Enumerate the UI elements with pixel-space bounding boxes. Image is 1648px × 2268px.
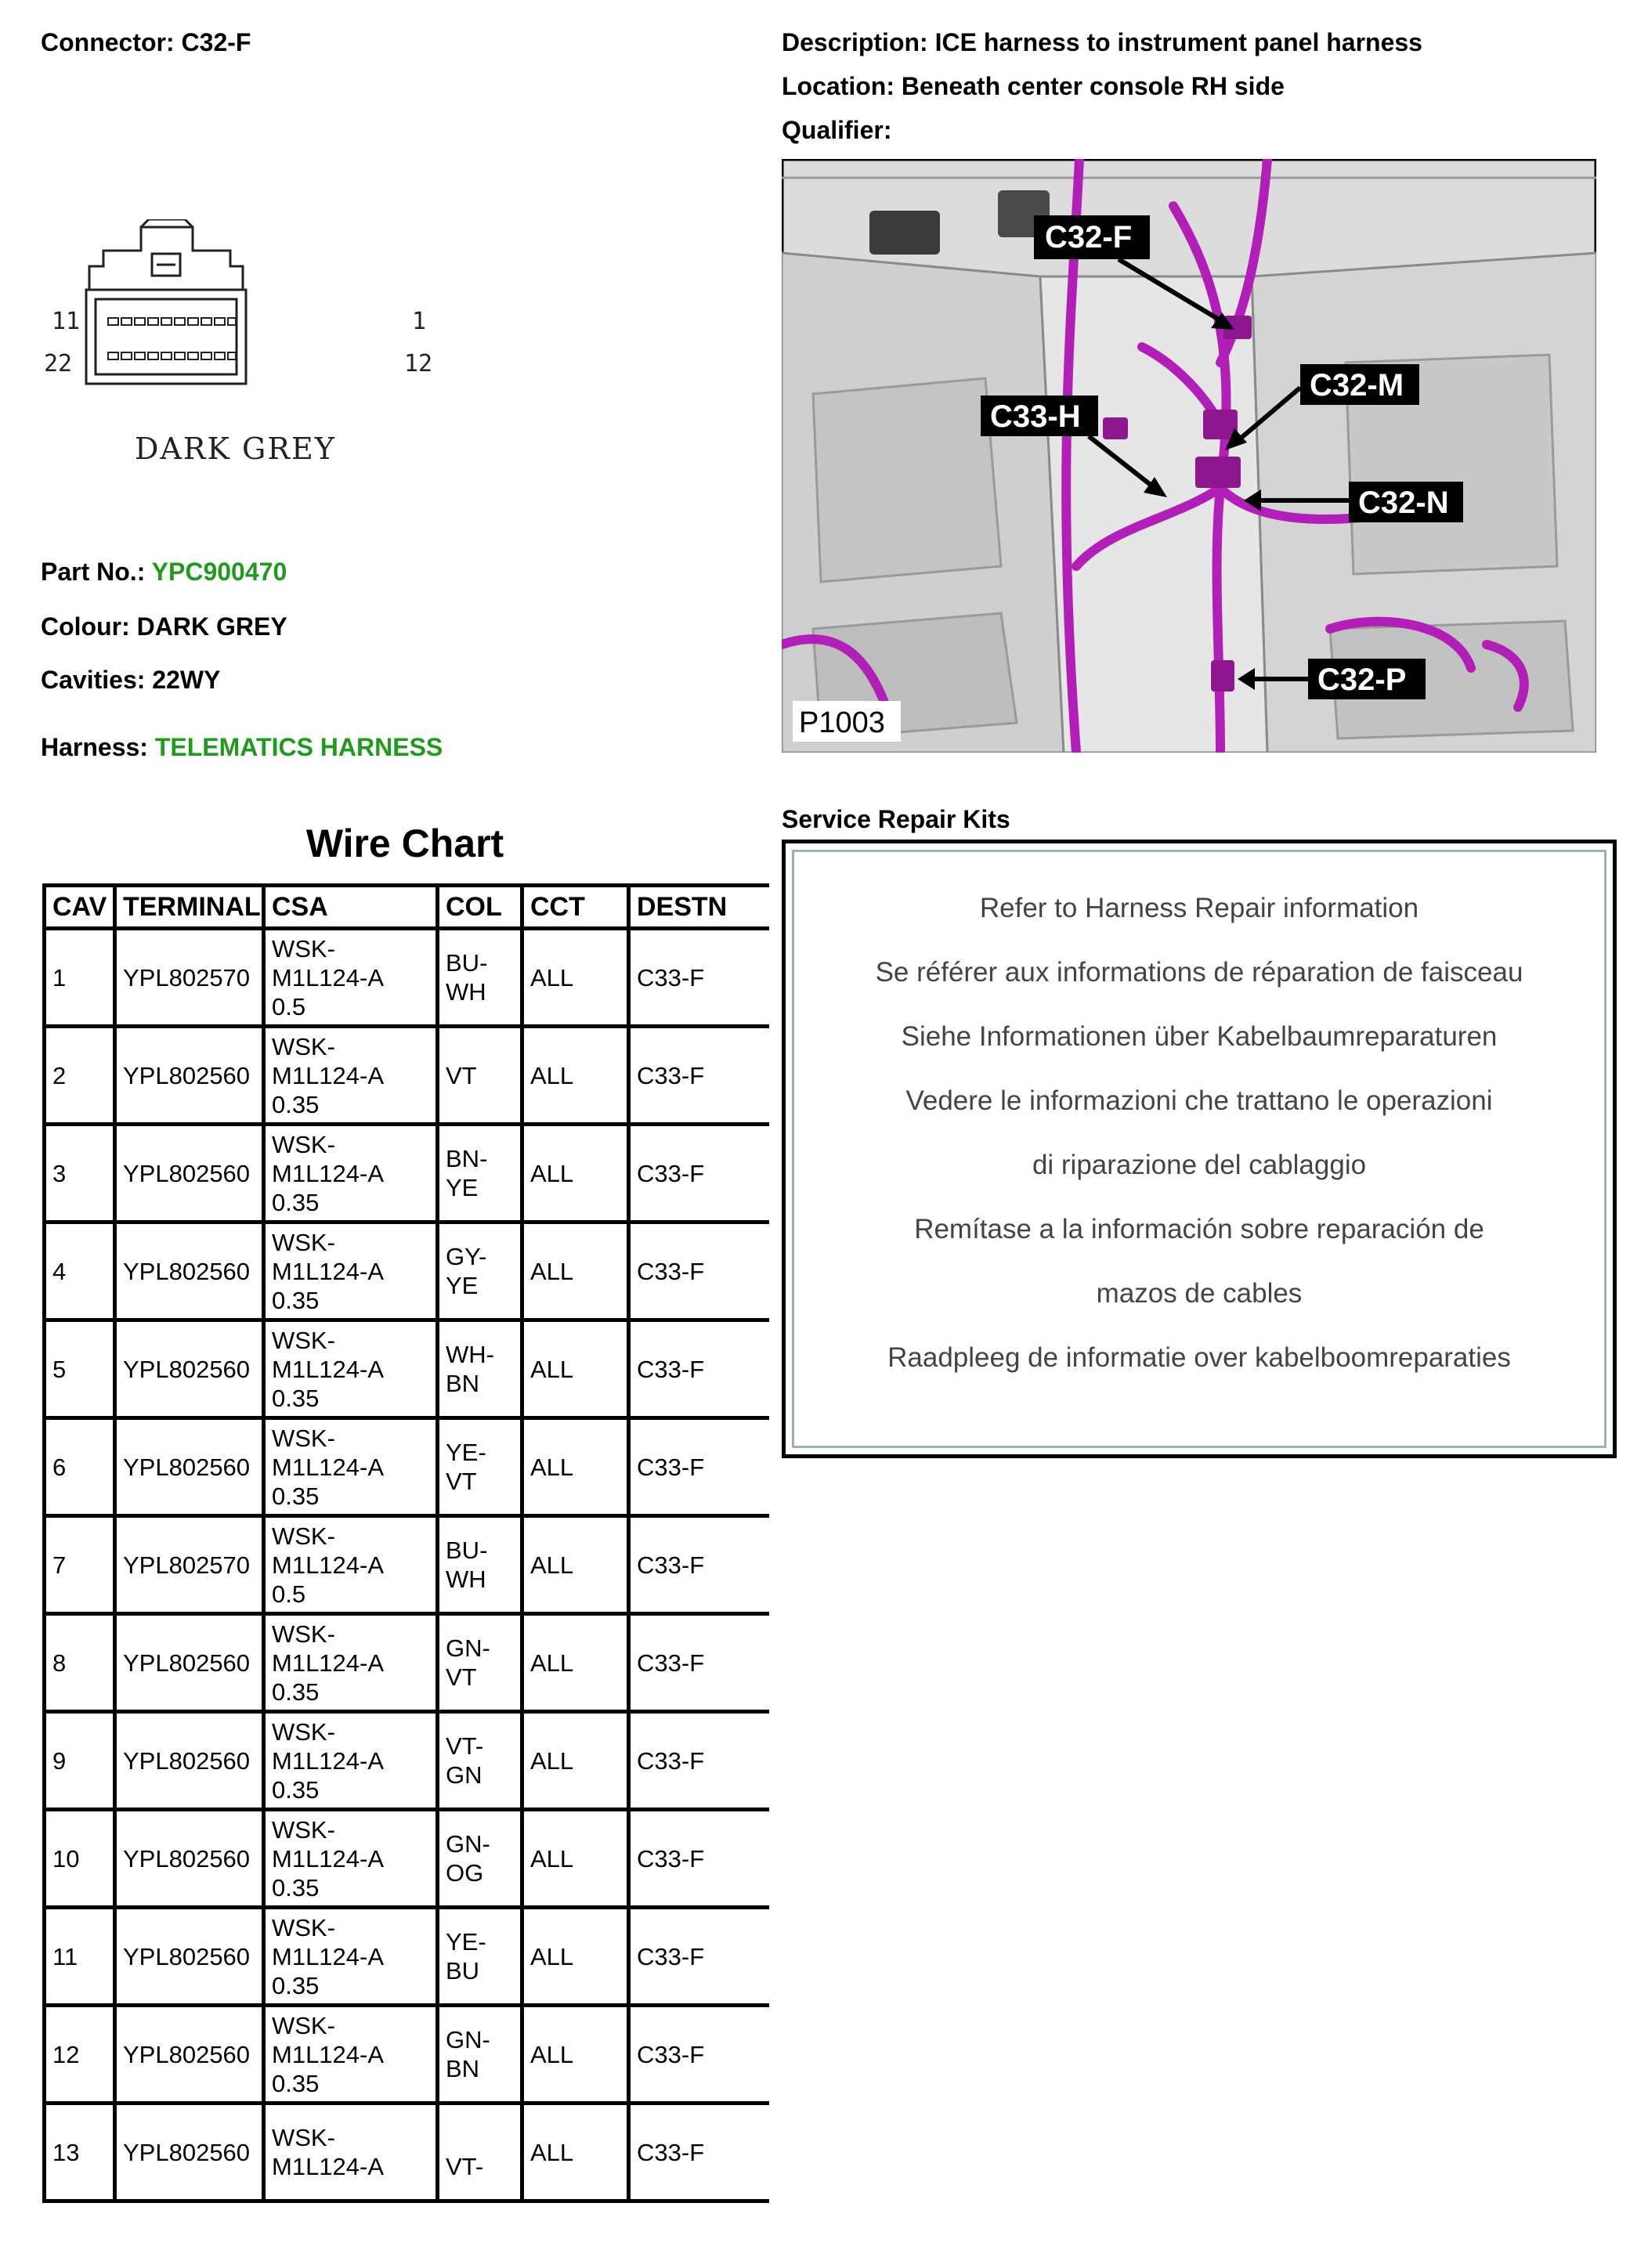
col-cell-line: YE- xyxy=(446,1928,486,1956)
terminal-cell: YPL802560 xyxy=(115,2006,264,2104)
col-cell-line: VT xyxy=(446,1663,477,1691)
col-cell-line: YE xyxy=(446,1174,479,1201)
col-cell-line: VT- xyxy=(446,1732,484,1760)
col-cell-line: YE xyxy=(446,1272,479,1299)
csa-cell-line: M1L124-A xyxy=(272,1159,385,1187)
csa-cell xyxy=(264,1027,438,1125)
csa-cell-line: WSK- xyxy=(272,2011,335,2039)
col-cell-line: GN- xyxy=(446,1634,490,1662)
col-cell xyxy=(438,1516,522,1614)
csa-cell-line: WSK- xyxy=(272,1130,335,1158)
table-row xyxy=(45,2006,770,2104)
image-reference: P1003 xyxy=(799,706,885,739)
harness-label: Harness: xyxy=(41,733,148,761)
table-row xyxy=(45,929,770,1027)
cav-cell: 2 xyxy=(45,1027,115,1125)
header-col: COL xyxy=(438,886,522,929)
cavities-value: 22WY xyxy=(152,666,221,694)
csa-cell xyxy=(264,1222,438,1320)
terminal-cell: YPL802570 xyxy=(115,929,264,1027)
csa-cell-line: WSK- xyxy=(272,2124,335,2151)
table-row xyxy=(45,1614,770,1712)
csa-cell-line: WSK- xyxy=(272,1620,335,1648)
kit-line-1: Refer to Harness Repair information xyxy=(979,893,1419,923)
terminal-cell: YPL802560 xyxy=(115,1125,264,1222)
cavities-line xyxy=(41,666,220,695)
cct-cell: ALL xyxy=(522,1222,629,1320)
kit-line-2: Se référer aux informations de réparation de faisceau xyxy=(875,957,1523,988)
csa-cell xyxy=(264,1418,438,1516)
col-cell-line: YE- xyxy=(446,1439,486,1466)
terminal-cell: YPL802560 xyxy=(115,1908,264,2006)
header-destn: DESTN xyxy=(629,886,770,929)
csa-cell xyxy=(264,929,438,1027)
cct-cell: ALL xyxy=(522,1516,629,1614)
col-cell xyxy=(438,1418,522,1516)
col-cell-line: GN- xyxy=(446,2026,490,2053)
description-line xyxy=(782,28,1422,57)
csa-cell xyxy=(264,1810,438,1908)
callout-c32-m: C32-M xyxy=(1310,368,1404,403)
location-label: Location: xyxy=(782,72,894,100)
csa-cell-line: M1L124-A xyxy=(272,1746,385,1775)
csa-cell-line: M1L124-A xyxy=(272,2040,385,2068)
csa-cell xyxy=(264,1908,438,2006)
part-no-link[interactable]: YPC900470 xyxy=(151,558,287,586)
col-cell-line: VT xyxy=(446,1061,477,1089)
csa-cell-line: 0.35 xyxy=(272,1678,320,1706)
table-row xyxy=(45,1125,770,1222)
col-cell-line xyxy=(446,2123,515,2152)
terminal-cell: YPL802560 xyxy=(115,1614,264,1712)
destn-cell: C33-F xyxy=(629,1516,770,1614)
part-no-label: Part No.: xyxy=(41,558,146,586)
col-cell-line: OG xyxy=(446,1859,484,1887)
destn-cell: C33-F xyxy=(629,1027,770,1125)
table-row xyxy=(45,1516,770,1614)
cav-cell: 10 xyxy=(45,1810,115,1908)
cav-cell: 9 xyxy=(45,1712,115,1810)
wire-chart-header-row xyxy=(45,886,770,929)
csa-cell-line: 0.35 xyxy=(272,1873,320,1901)
csa-cell-line: 0.35 xyxy=(272,2069,320,2097)
pin-label-22: 22 xyxy=(44,350,73,377)
col-cell-line: BN xyxy=(446,1370,480,1397)
csa-cell xyxy=(264,2104,438,2201)
csa-cell-line: WSK- xyxy=(272,1032,335,1060)
terminal-cell: YPL802560 xyxy=(115,1712,264,1810)
csa-cell-line: 0.35 xyxy=(272,1482,320,1510)
cct-cell: ALL xyxy=(522,1712,629,1810)
csa-cell-line: WSK- xyxy=(272,1522,335,1550)
csa-cell-line: M1L124-A xyxy=(272,1942,385,1970)
csa-cell-line: WSK- xyxy=(272,1815,335,1844)
header-cct: CCT xyxy=(522,886,629,929)
connector-value: C32-F xyxy=(181,28,251,56)
csa-cell-line: 0.5 xyxy=(272,1580,306,1608)
service-repair-kits-inner xyxy=(792,850,1606,1448)
terminal-cell: YPL802560 xyxy=(115,2104,264,2201)
service-repair-kits-box xyxy=(782,840,1617,1458)
cav-cell: 4 xyxy=(45,1222,115,1320)
pin-label-11: 11 xyxy=(52,308,81,335)
description-value: ICE harness to instrument panel harness xyxy=(934,28,1422,56)
cav-cell: 12 xyxy=(45,2006,115,2104)
csa-cell-line: WSK- xyxy=(272,1326,335,1354)
terminal-cell: YPL802570 xyxy=(115,1516,264,1614)
callout-c33-h: C33-H xyxy=(990,399,1081,434)
destn-cell: C33-F xyxy=(629,929,770,1027)
header-csa: CSA xyxy=(264,886,438,929)
cavities-label: Cavities: xyxy=(41,666,146,694)
destn-cell: C33-F xyxy=(629,1908,770,2006)
wire-chart-table-wrap xyxy=(42,883,769,2268)
terminal-cell: YPL802560 xyxy=(115,1222,264,1320)
wire-chart-body xyxy=(45,929,770,2201)
csa-cell xyxy=(264,1516,438,1614)
cct-cell: ALL xyxy=(522,2104,629,2201)
csa-cell-line: 0.35 xyxy=(272,1090,320,1118)
callout-c32-p: C32-P xyxy=(1317,663,1407,697)
col-cell xyxy=(438,1614,522,1712)
csa-cell-line: 0.5 xyxy=(272,992,306,1020)
destn-cell: C33-F xyxy=(629,2104,770,2201)
callout-c32-f: C32-F xyxy=(1045,220,1133,255)
colour-value: DARK GREY xyxy=(136,612,287,641)
cav-cell: 3 xyxy=(45,1125,115,1222)
csa-cell xyxy=(264,2006,438,2104)
csa-cell xyxy=(264,1320,438,1418)
csa-cell-line: WSK- xyxy=(272,1913,335,1941)
col-cell-line: GN xyxy=(446,1761,482,1789)
csa-cell-line: M1L124-A xyxy=(272,1061,385,1089)
destn-cell: C33-F xyxy=(629,1320,770,1418)
wire-chart-table xyxy=(42,883,769,2203)
destn-cell: C33-F xyxy=(629,1810,770,1908)
location-value: Beneath center console RH side xyxy=(901,72,1285,100)
drawing-colour-text: DARK GREY xyxy=(135,432,336,466)
col-cell-line: BU- xyxy=(446,949,488,977)
location-line xyxy=(782,72,1285,101)
connector-label: Connector: xyxy=(41,28,175,56)
connector-heading xyxy=(41,28,251,57)
kit-line-8: Raadpleeg de informatie over kabelboomreparaties xyxy=(887,1342,1511,1373)
col-cell-line: WH xyxy=(446,978,486,1006)
cav-cell: 6 xyxy=(45,1418,115,1516)
kit-line-4: Vedere le informazioni che trattano le operazioni xyxy=(905,1085,1493,1116)
csa-cell-line: WSK- xyxy=(272,1717,335,1746)
kit-line-6: Remítase a la información sobre reparación de xyxy=(914,1214,1484,1244)
col-cell-line: GY- xyxy=(446,1243,487,1270)
table-row xyxy=(45,1320,770,1418)
col-cell-line: BN- xyxy=(446,1145,488,1172)
cct-cell: ALL xyxy=(522,1810,629,1908)
col-cell xyxy=(438,1222,522,1320)
destn-cell: C33-F xyxy=(629,1125,770,1222)
colour-line xyxy=(41,612,287,641)
col-cell xyxy=(438,929,522,1027)
csa-cell-line: WSK- xyxy=(272,1228,335,1256)
col-cell xyxy=(438,2104,522,2201)
col-cell xyxy=(438,2006,522,2104)
part-no-line xyxy=(41,558,287,587)
csa-cell-line: M1L124-A xyxy=(272,1649,385,1677)
service-repair-kits-title: Service Repair Kits xyxy=(782,805,1010,833)
table-row xyxy=(45,1810,770,1908)
destn-cell: C33-F xyxy=(629,1222,770,1320)
cct-cell: ALL xyxy=(522,1320,629,1418)
harness-line xyxy=(41,733,443,762)
col-cell-line: BU xyxy=(446,1957,480,1984)
destn-cell: C33-F xyxy=(629,1712,770,1810)
cct-cell: ALL xyxy=(522,1027,629,1125)
cct-cell: ALL xyxy=(522,929,629,1027)
col-cell-line: WH xyxy=(446,1566,486,1593)
csa-cell-line: M1L124-A xyxy=(272,1844,385,1873)
header-terminal: TERMINAL xyxy=(115,886,264,929)
csa-cell-line: WSK- xyxy=(272,1424,335,1452)
csa-cell-line: M1L124-A xyxy=(272,963,385,991)
col-cell-line: BU- xyxy=(446,1537,488,1564)
cct-cell: ALL xyxy=(522,1418,629,1516)
table-row xyxy=(45,1712,770,1810)
col-cell xyxy=(438,1027,522,1125)
kit-line-3: Siehe Informationen über Kabelbaumreparaturen xyxy=(901,1021,1498,1052)
csa-cell xyxy=(264,1614,438,1712)
cav-cell: 5 xyxy=(45,1320,115,1418)
table-row xyxy=(45,2104,770,2201)
cct-cell: ALL xyxy=(522,1614,629,1712)
csa-cell-line: WSK- xyxy=(272,934,335,962)
csa-cell xyxy=(264,1125,438,1222)
cct-cell: ALL xyxy=(522,2006,629,2104)
qualifier-label: Qualifier: xyxy=(782,116,892,144)
col-cell-line: WH- xyxy=(446,1341,494,1368)
pin-label-1: 1 xyxy=(412,308,427,335)
pin-label-12: 12 xyxy=(404,350,433,377)
cct-cell: ALL xyxy=(522,1908,629,2006)
cav-cell: 13 xyxy=(45,2104,115,2201)
table-row xyxy=(45,1418,770,1516)
csa-cell xyxy=(264,1712,438,1810)
cav-cell: 7 xyxy=(45,1516,115,1614)
cct-cell: ALL xyxy=(522,1125,629,1222)
csa-cell-line: M1L124-A xyxy=(272,1355,385,1383)
col-cell xyxy=(438,1908,522,2006)
qualifier-line xyxy=(782,116,891,145)
col-cell-line: VT xyxy=(446,1468,477,1495)
cav-cell: 8 xyxy=(45,1614,115,1712)
connector-location-image xyxy=(782,159,1596,753)
col-cell xyxy=(438,1320,522,1418)
cav-cell: 11 xyxy=(45,1908,115,2006)
terminal-cell: YPL802560 xyxy=(115,1320,264,1418)
csa-cell-line: M1L124-A xyxy=(272,1551,385,1579)
csa-cell-line: 0.35 xyxy=(272,1384,320,1412)
csa-cell-line: M1L124-A xyxy=(272,1257,385,1285)
csa-cell-line: 0.35 xyxy=(272,1188,320,1216)
table-row xyxy=(45,1908,770,2006)
col-cell xyxy=(438,1810,522,1908)
csa-cell-line: M1L124-A xyxy=(272,1453,385,1481)
description-label: Description: xyxy=(782,28,928,56)
destn-cell: C33-F xyxy=(629,1614,770,1712)
destn-cell: C33-F xyxy=(629,1418,770,1516)
harness-link[interactable]: TELEMATICS HARNESS xyxy=(154,733,443,761)
terminal-cell: YPL802560 xyxy=(115,1810,264,1908)
header-cav: CAV xyxy=(45,886,115,929)
cav-cell: 1 xyxy=(45,929,115,1027)
csa-cell-line: M1L124-A xyxy=(272,2153,385,2180)
table-row xyxy=(45,1222,770,1320)
wire-chart-title: Wire Chart xyxy=(305,822,504,865)
table-row xyxy=(45,1027,770,1125)
terminal-cell: YPL802560 xyxy=(115,1027,264,1125)
kit-line-7: mazos de cables xyxy=(1096,1278,1303,1309)
col-cell-line: GN- xyxy=(446,1830,490,1858)
connector-face-drawing xyxy=(31,219,454,486)
destn-cell: C33-F xyxy=(629,2006,770,2104)
kit-line-5: di riparazione del cablaggio xyxy=(1032,1150,1367,1180)
callout-c32-n: C32-N xyxy=(1358,486,1449,520)
col-cell xyxy=(438,1712,522,1810)
terminal-cell: YPL802560 xyxy=(115,1418,264,1516)
col-cell xyxy=(438,1125,522,1222)
col-cell-line: BN xyxy=(446,2055,480,2082)
csa-cell-line: 0.35 xyxy=(272,1775,320,1804)
csa-cell-line: 0.35 xyxy=(272,1286,320,1314)
colour-label: Colour: xyxy=(41,612,130,641)
col-cell-line: VT- xyxy=(446,2153,484,2180)
csa-cell-line: 0.35 xyxy=(272,1971,320,1999)
